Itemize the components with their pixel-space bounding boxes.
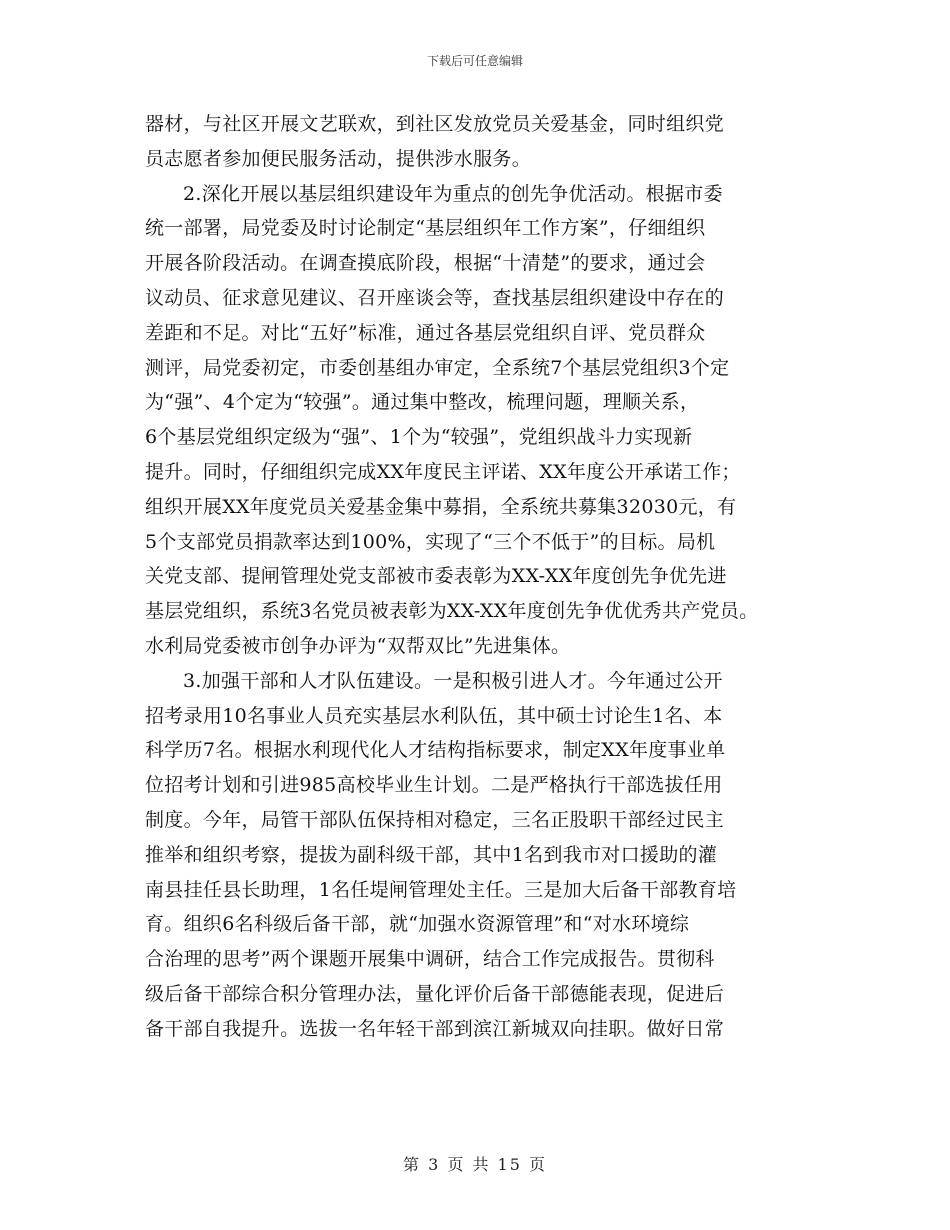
text-line-22: 推举和组织考察，提拔为副科级干部，其中1名到我市对口援助的灌 <box>145 843 718 866</box>
text-line-15: 基层党组织，系统3名党员被表彰为XX-XX年度创先争优优秀共产党员。 <box>145 600 759 623</box>
text-line-5: 开展各阶段活动。在调查摸底阶段，根据“十清楚”的要求，通过会 <box>145 252 706 275</box>
text-line-8: 测评，局党委初定，市委创基组办审定，全系统7个基层党组织3个定 <box>145 356 730 379</box>
text-line-9: 为“强”、4个定为“较强”。通过集中整改，梳理问题，理顺关系， <box>145 391 700 414</box>
text-line-12: 组织开展XX年度党员关爱基金集中募捐，全系统共募集32030元，有 <box>145 495 737 518</box>
text-line-24: 育。组织6名科级后备干部，就“加强水资源管理”和“对水环境综 <box>145 913 690 936</box>
text-line-25: 合治理的思考”两个课题开展集中调研，结合工作完成报告。贯彻科 <box>145 948 715 971</box>
text-line-3: 2.深化开展以基层组织建设年为重点的创先争优活动。根据市委 <box>183 182 723 205</box>
text-line-2: 员志愿者参加便民服务活动，提供涉水服务。 <box>145 147 532 170</box>
text-line-17: 3.加强干部和人才队伍建设。一是积极引进人才。今年通过公开 <box>183 669 723 692</box>
text-line-18: 招考录用10名事业人员充实基层水利队伍，其中硕士讨论生1名、本 <box>145 704 723 727</box>
page-header: 下载后可任意编辑 <box>426 54 523 68</box>
text-line-7: 差距和不足。对比“五好”标准，通过各基层党组织自评、党员群众 <box>145 321 706 344</box>
text-line-21: 制度。今年，局管干部队伍保持相对稳定，三名正股职干部经过民主 <box>145 808 725 831</box>
text-line-11: 提升。同时，仔细组织完成XX年度民主评诺、XX年度公开承诺工作； <box>145 460 741 483</box>
text-line-1: 器材，与社区开展文艺联欢，到社区发放党员关爱基金，同时组织党 <box>145 113 725 135</box>
text-line-6: 议动员、征求意见建议、召开座谈会等，查找基层组织建设中存在的 <box>145 286 725 309</box>
text-line-19: 科学历7名。根据水利现代化人才结构指标要求，制定XX年度事业单 <box>145 739 726 762</box>
document-body <box>145 107 835 1047</box>
text-line-20: 位招考计划和引进985高校毕业生计划。二是严格执行干部选拔任用 <box>145 774 723 797</box>
page-footer: 第 3 页 共 15 页 <box>403 1155 547 1174</box>
text-line-27: 备干部自我提升。选拔一名年轻干部到滨江新城双向挂职。做好日常 <box>145 1017 725 1040</box>
text-line-4: 统一部署，局党委及时讨论制定“基层组织年工作方案”，仔细组织 <box>145 217 706 240</box>
text-line-10: 6个基层党组织定级为“强”、1个为“较强”，党组织战斗力实现新 <box>145 426 693 449</box>
text-line-16: 水利局党委被市创争办评为“双帮双比”先进集体。 <box>145 634 571 657</box>
text-line-26: 级后备干部综合积分管理办法，量化评价后备干部德能表现，促进后 <box>145 982 725 1005</box>
text-line-14: 关党支部、提闸管理处党支部被市委表彰为XX-XX年度创先争优先进 <box>145 565 727 588</box>
text-line-13: 5个支部党员捐款率达到100%，实现了“三个不低于”的目标。局机 <box>145 530 716 553</box>
text-line-23: 南县挂任县长助理，1名任堤闸管理处主任。三是加大后备干部教育培 <box>145 878 737 901</box>
